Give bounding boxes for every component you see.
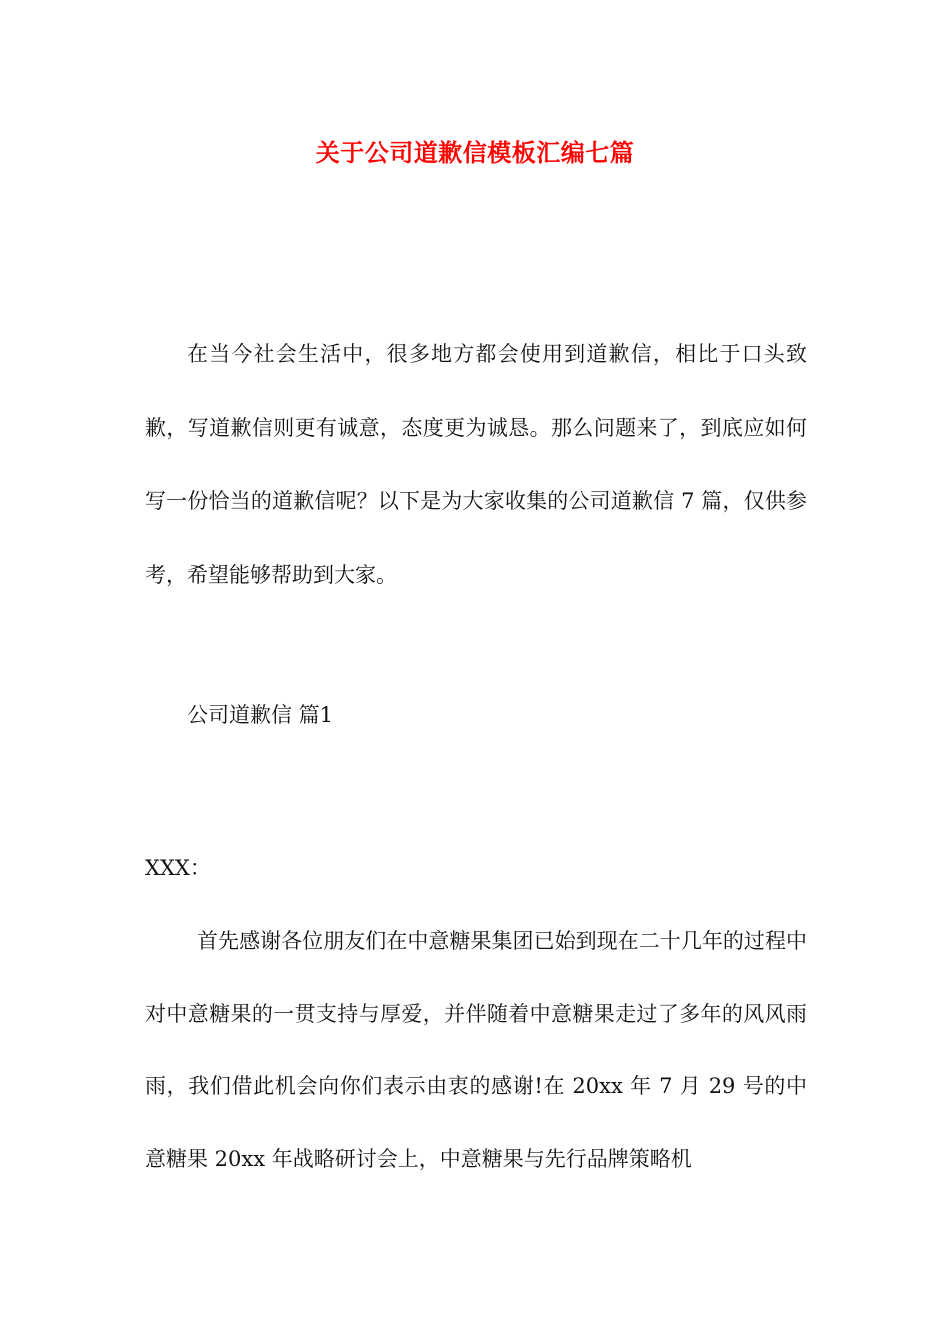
document-title: 关于公司道歉信模板汇编七篇 [315,139,635,167]
letter-salutation: XXX： [145,856,211,880]
section-heading: 公司道歉信 篇1 [187,703,334,727]
intro-paragraph: 在当今社会生活中，很多地方都会使用到道歉信，相比于口头致歉，写道歉信则更有诚意，态度更为诚恳。那么问题来了，到底应如何写一份恰当的道歉信呢？以下是为大家收集的公司道歉信 7 篇，仅供参考，希望能够帮助到大家。 [145,342,807,587]
letter-body-paragraph: 首先感谢各位朋友们在中意糖果集团已始到现在二十几年的过程中对中意糖果的一贯支持与厚爱，并伴随着中意糖果走过了多年的风风雨雨，我们借此机会向你们表示由衷的感谢!在 20xx 年 7 月 29 号的中意糖果 20xx 年战略研讨会上，中意糖果与先行品牌策略机 [145,929,807,1171]
